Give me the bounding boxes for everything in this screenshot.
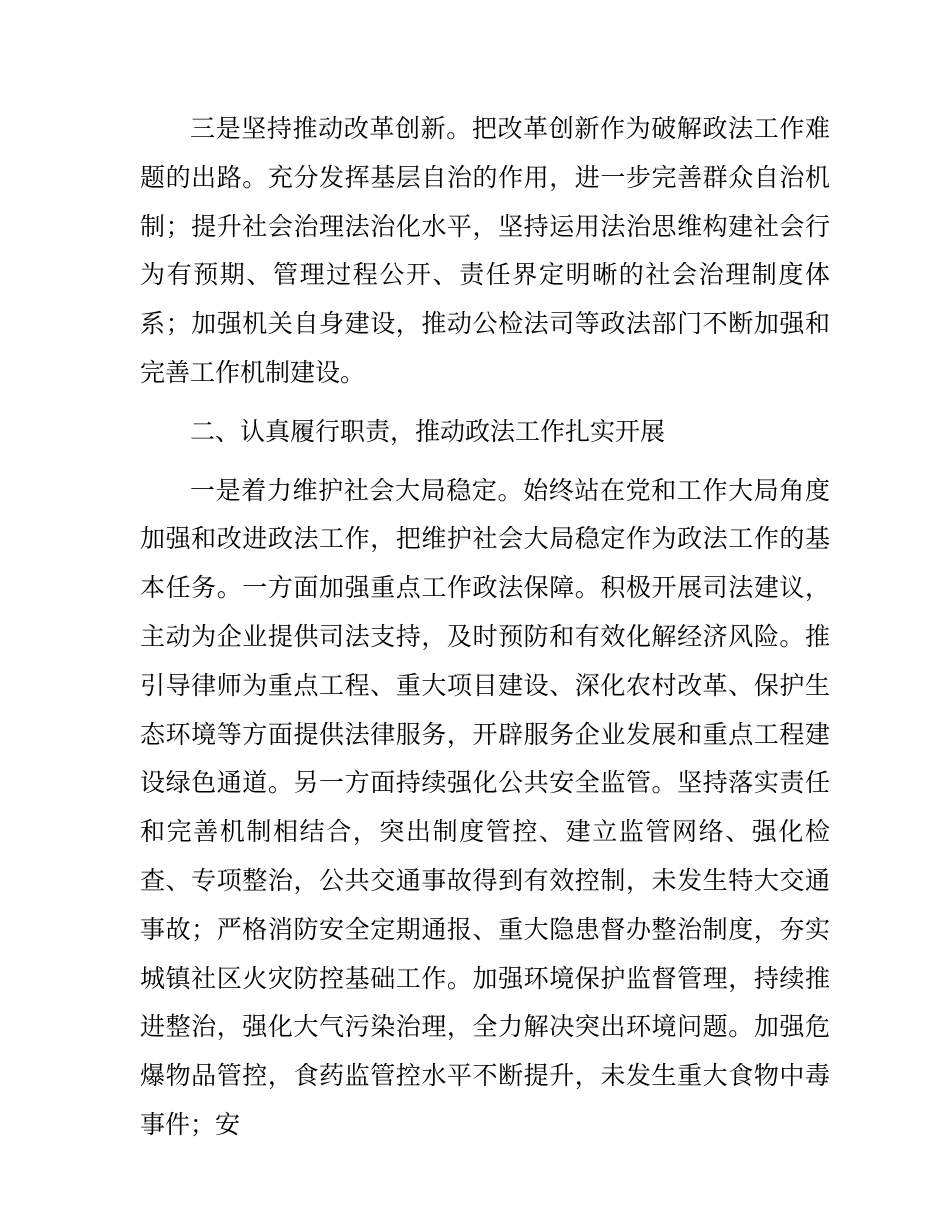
paragraph-reform-innovation: 三是坚持推动改革创新。把改革创新作为破解政法工作难题的出路。充分发挥基层自治的作用，进一步完善群众自治机制；提升社会治理法治化水平，坚持运用法治思维构建社会行为有预期、管理过程公开、责任界定明晰的社会治理制度体系；加强机关自身建设，推动公检法司等政法部门不断加强和完善工作机制建设。 (140, 114, 830, 387)
document-body (140, 105, 830, 1150)
section-heading: 二、认真履行职责，推动政法工作扎实开展 (190, 416, 666, 446)
paragraph-social-stability: 一是着力维护社会大局稳定。始终站在党和工作大局角度加强和改进政法工作，把维护社会大局稳定作为政法工作的基本任务。一方面加强重点工作政法保障。积极开展司法建议，主动为企业提供司法支持，及时预防和有效化解经济风险。推引导律师为重点工程、重大项目建设、深化农村改革、保护生态环境等方面提供法律服务，开辟服务企业发展和重点工程建设绿色通道。另一方面持续强化公共安全监管。坚持落实责任和完善机制相结合，突出制度管控、建立监管网络、强化检查、专项整治，公共交通事故得到有效控制，未发生特大交通事故；严格消防安全定期通报、重大隐患督办整治制度，夯实城镇社区火灾防控基础工作。加强环境保护监督管理，持续推进整治，强化大气污染治理，全力解决突出环境问题。加强危爆物品管控，食药监管控水平不断提升，未发生重大食物中毒事件；安 (140, 475, 830, 1139)
